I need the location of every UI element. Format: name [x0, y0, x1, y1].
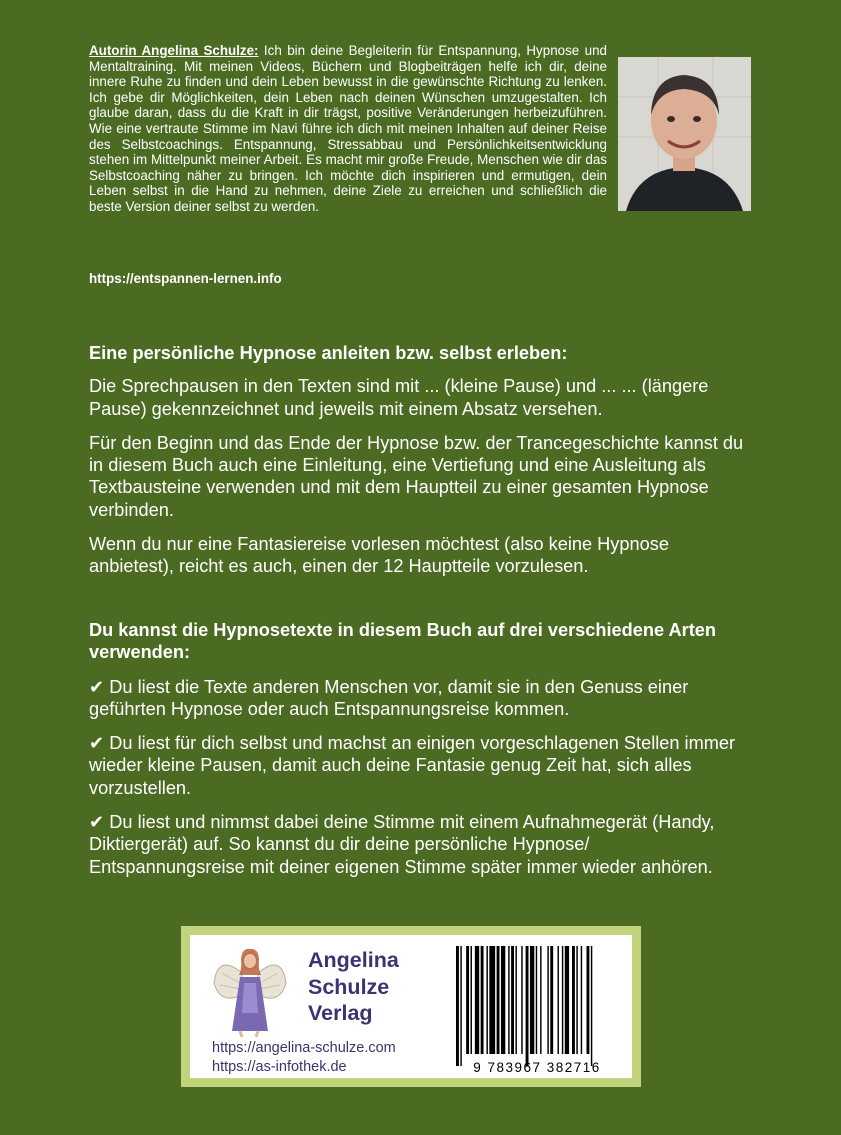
- barcode-bar: [489, 946, 495, 1054]
- section1-paragraph: Für den Beginn und das Ende der Hypnose bzw. der Trancegeschichte kannst du in diesem Buch auch eine Einleitung, eine Vertiefung und eine Ausleitung als Textbausteine verwenden und mit dem Hauptteil zu einer gesamten Hypnose verbinden.: [89, 432, 744, 520]
- barcode-bar: [558, 946, 559, 1054]
- barcode-bar: [521, 946, 522, 1054]
- barcode-bar: [565, 946, 569, 1054]
- barcode-bar: [562, 946, 563, 1054]
- barcode-bar: [511, 946, 514, 1054]
- publisher-name: [308, 947, 399, 1027]
- barcode-bar: [456, 946, 459, 1066]
- publisher-link[interactable]: https://as-infothek.de: [212, 1059, 347, 1075]
- barcode-bar: [471, 946, 472, 1054]
- isbn-barcode: [456, 946, 618, 1066]
- barcode-bar: [550, 946, 553, 1054]
- barcode-bar: [540, 946, 541, 1054]
- barcode-bar: [486, 946, 487, 1054]
- publisher-box: [181, 926, 641, 1087]
- author-lead: Autorin Angelina Schulze:: [89, 43, 259, 58]
- barcode-bar: [587, 946, 590, 1054]
- barcode-bar: [475, 946, 479, 1054]
- barcode-bar: [572, 946, 575, 1054]
- barcode-bar: [536, 946, 537, 1054]
- author-photo: [618, 57, 751, 211]
- author-url[interactable]: https://entspannen-lernen.info: [89, 271, 282, 286]
- section2-heading: Du kannst die Hypnosetexte in diesem Buch auf drei verschiedene Arten verwenden:: [89, 620, 716, 663]
- barcode-bar: [576, 946, 577, 1054]
- section-hypnose-anleiten: [89, 342, 749, 590]
- barcode-bar: [581, 946, 582, 1054]
- section1-paragraph: Die Sprechpausen in den Texten sind mit ... (kleine Pause) und ... ... (längere Pause) gekennzeichnet und jeweils mit einem Absatz versehen.: [89, 376, 709, 419]
- section1-heading: Eine persönliche Hypnose anleiten bzw. selbst erleben:: [89, 343, 568, 363]
- barcode-bar: [460, 946, 461, 1066]
- barcode-bar: [591, 946, 592, 1066]
- barcode-bar: [466, 946, 469, 1054]
- publisher-name-line: Schulze: [308, 974, 390, 999]
- section-drei-arten: [89, 619, 749, 890]
- section1-paragraph: Wenn du nur eine Fantasiereise vorlesen möchtest (also keine Hypnose anbietest), reicht es auch, einen der 12 Hauptteile vorzulesen.: [89, 534, 669, 577]
- barcode-bar: [497, 946, 500, 1054]
- usage-item: ✔ Du liest und nimmst dabei deine Stimme mit einem Aufnahmegerät (Handy, Diktiergerät) auf. So kannst du dir deine persönliche Hypnose/ Entspannungsreise mit deiner eigenen Stimme später immer wieder anhören.: [89, 812, 715, 877]
- publisher-name-line: Verlag: [308, 1001, 373, 1025]
- isbn-number: 9 783967 382716: [473, 1060, 601, 1075]
- barcode-bar: [547, 946, 548, 1054]
- author-text: Ich bin deine Begleiterin für Entspannung, Hypnose und Mentaltraining. Mit meinen Videos, Büchern und Blogbeiträgen helfe ich dir, deine innere Ruhe zu finden und dein Leben bewusst in die gewünschte Richtung zu lenken. Ich gebe dir Möglichkeiten, dein Leben nach deinen Wünschen umzugestalten. Ich glaube daran, dass du die Kraft in dir trägst, positive Veränderungen herbeizuführen. Wie eine vertraute Stimme im Navi führe ich dich mit meinen Inhalten auf deiner Reise des Selbstcoachings. Entspannung, Stressabbau und Persönlichkeitsentwicklung stehen im Mittelpunkt meiner Arbeit. Es macht mir große Freude, Menschen wie dir das Selbstcoaching näher zu bringen. Ich möchte dich inspirieren und ermutigen, dein Leben selbst in die Hand zu nehmen, deine Ziele zu erreichen und schließlich die beste Version deiner selbst zu werden.: [89, 43, 607, 214]
- author-bio: [89, 43, 607, 215]
- barcode-bar: [501, 946, 505, 1054]
- barcode-bar: [481, 946, 484, 1054]
- usage-item: ✔ Du liest für dich selbst und machst an einigen vorgeschlagenen Stellen immer wieder kleine Pausen, damit auch deine Fantasie genug Zeit hat, sich alles vorzustellen.: [89, 733, 736, 798]
- publisher-link[interactable]: https://angelina-schulze.com: [212, 1040, 396, 1056]
- publisher-name-line: Angelina: [308, 948, 399, 972]
- usage-item: ✔ Du liest die Texte anderen Menschen vor, damit sie in den Genuss einer geführten Hypnose oder auch Entspannungsreise kommen.: [89, 676, 689, 719]
- publisher-links: [212, 1039, 396, 1077]
- barcode-bar: [515, 946, 516, 1054]
- barcode-bar: [530, 946, 534, 1054]
- barcode-bar: [526, 946, 529, 1066]
- barcode-bar: [508, 946, 509, 1054]
- angel-icon: [212, 943, 288, 1039]
